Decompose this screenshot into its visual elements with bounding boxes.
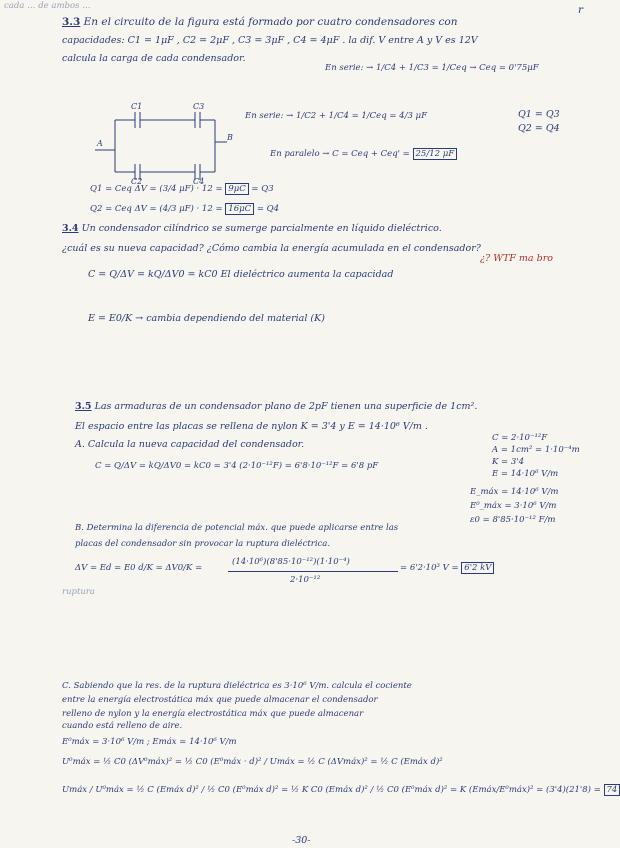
part-b-statement-1: B. Determina la diferencia de potencial máx. que puede aplicarse entre las (75, 523, 399, 533)
capacity-formula: C = Q/ΔV = kQ/ΔV0 = kC0 El dieléctrico aumenta la capacidad (88, 269, 394, 280)
part-b-numerator: (14·10⁶)(8'85·10⁻¹²)(1·10⁻⁴) (232, 557, 350, 567)
data-item: A = 1cm² = 1·10⁻⁴m (492, 445, 580, 455)
part-c-line-3: Umáx / U⁰máx = ½ C (Emáx d)² / ½ C0 (E⁰máx d)² = ½ K C0 (Emáx d)² / ½ C0 (E⁰máx d)² = K (Emáx/E⁰máx)² = (3'4)(21'8) = 74 (62, 784, 620, 797)
part-b-denominator: 2·10⁻¹² (290, 575, 321, 585)
part-c-result-box: 74 (604, 784, 620, 796)
parallel-line: En paralelo → C = Ceq + Ceq' = 25/12 μF (270, 148, 457, 161)
label-c3: C3 (193, 102, 205, 111)
equality-q2-q4: Q2 = Q4 (518, 123, 560, 134)
data-item: E_máx = 14·10⁶ V/m (470, 487, 559, 497)
part-c-statement-4: cuando está relleno de aire. (62, 721, 183, 731)
corner-mark: r (578, 4, 584, 16)
data-item: E = 14·10⁶ V/m (492, 469, 559, 479)
problem-3-5-statement-2: El espacio entre las placas se rellena de nylon K = 3'4 y E = 14·10⁶ V/m . (75, 421, 428, 432)
data-item: E⁰_máx = 3·10⁶ V/m (470, 501, 557, 511)
problem-3-4-statement-1: 3.4 Un condensador cilíndrico se sumerge parcialmente en líquido dieléctrico. (62, 223, 442, 234)
field-formula: E = E0/K → cambia dependiendo del material (K) (88, 313, 325, 324)
problem-number: 3.4 (62, 223, 79, 234)
label-c1: C1 (131, 102, 143, 111)
label-c2: C2 (131, 177, 143, 186)
label-b: B (227, 133, 233, 142)
part-c-statement-2: entre la energía electrostática máx que puede almacenar el condensador (62, 695, 378, 705)
faded-word: ruptura (62, 587, 95, 597)
series-line-2: En serie: → 1/C2 + 1/C4 = 1/Ceq = 4/3 μF (245, 111, 427, 121)
series-line-1: En serie: → 1/C4 + 1/C3 = 1/Ceq → Ceq = 0'75μF (325, 63, 539, 73)
data-item: C = 2·10⁻¹²F (492, 433, 548, 443)
data-item: K = 3'4 (492, 457, 525, 467)
data-item: ε0 = 8'85·10⁻¹² F/m (470, 515, 556, 525)
margin-note: ¿? WTF ma bro (480, 253, 553, 264)
equality-q1-q3: Q1 = Q3 (518, 109, 560, 120)
part-b-equation: ΔV = Ed = E0 d/K = ΔV0/K = (75, 563, 203, 573)
charge-1-box: 9μC (225, 183, 248, 195)
charge-2-box: 16μC (225, 203, 254, 215)
part-c-line-2: U⁰máx = ½ C0 (ΔV⁰máx)² = ½ C0 (E⁰máx · d)² / Umáx = ½ C (ΔVmáx)² = ½ C (Emáx d)² (62, 757, 443, 767)
top-fragment: cada … de ambos … (4, 1, 91, 11)
charge-line-2: Q2 = Ceq ΔV = (4/3 μF) · 12 = 16μC = Q4 (90, 204, 280, 214)
part-a-statement: A. Calcula la nueva capacidad del condensador. (75, 439, 305, 450)
part-c-statement-3: relleno de nylon y la energía electrostática máx que puede almacenar (62, 709, 364, 719)
problem-3-4-statement-2: ¿cuál es su nueva capacidad? ¿Cómo cambia la energía acumulada en el condensador? (62, 243, 481, 254)
fraction-bar (228, 570, 398, 573)
page-number: -30- (292, 835, 311, 846)
problem-3-3-statement-2: capacidades: C1 = 1μF , C2 = 2μF , C3 = 3μF , C4 = 4μF . la dif. V entre A y V es 12V (62, 35, 478, 46)
circuit-diagram (95, 100, 235, 185)
part-c-statement-1: C. Sabiendo que la res. de la ruptura dieléctrica es 3·10⁶ V/m. calcula el cociente (62, 681, 412, 691)
charge-line-1: Q1 = Ceq ΔV = (3/4 μF) · 12 = 9μC = Q3 (90, 184, 274, 194)
parallel-result-box: 25/12 μF (413, 148, 458, 160)
part-a-equation: C = Q/ΔV = kQ/ΔV0 = kC0 = 3'4 (2·10⁻¹²F) = 6'8·10⁻¹²F = 6'8 pF (95, 461, 379, 471)
problem-3-5-statement-1: 3.5 Las armaduras de un condensador plano de 2pF tienen una superficie de 1cm². (75, 401, 478, 412)
part-c-line-1: E⁰máx = 3·10⁶ V/m ; Emáx = 14·10⁶ V/m (62, 737, 237, 747)
part-b-result: = 6'2·10³ V = 6'2 kV (400, 562, 494, 575)
part-b-statement-2: placas del condensador sin provocar la ruptura dieléctrica. (75, 539, 331, 549)
part-b-result-box: 6'2 kV (461, 562, 494, 574)
problem-number: 3.5 (75, 401, 92, 412)
label-a: A (97, 139, 103, 148)
label-c4: C4 (193, 177, 205, 186)
problem-number: 3.3 (62, 16, 81, 28)
problem-3-3-statement-1: 3.3 En el circuito de la figura está formado por cuatro condensadores con (62, 16, 458, 28)
problem-3-3-statement-3: calcula la carga de cada condensador. (62, 53, 246, 64)
